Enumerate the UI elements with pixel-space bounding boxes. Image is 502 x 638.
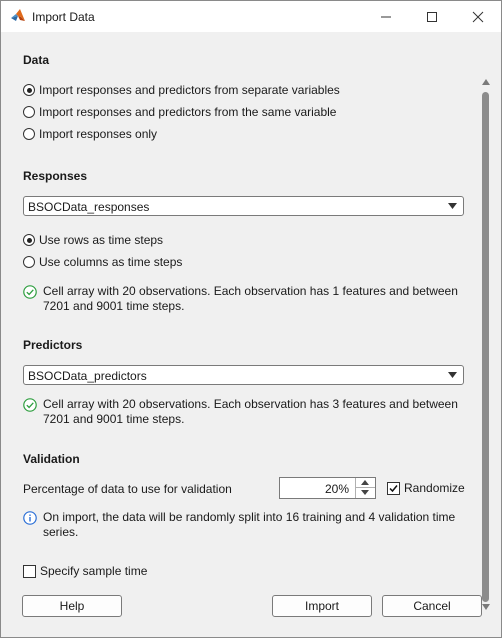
responses-dropdown-value: BSOCData_responses [28, 200, 150, 214]
radio-rows-time-steps[interactable] [23, 232, 163, 248]
title-bar [1, 1, 501, 32]
radio-label: Import responses only [39, 127, 158, 141]
checkbox[interactable] [23, 565, 36, 578]
chevron-up-icon [361, 480, 369, 485]
radio-label: Use rows as time steps [39, 233, 164, 247]
maximize-button[interactable] [409, 1, 455, 32]
window-title: Import Data [32, 10, 95, 24]
specify-sample-time-checkbox[interactable] [23, 564, 147, 578]
vertical-scrollbar[interactable] [479, 77, 493, 611]
matlab-icon [10, 8, 26, 24]
responses-dropdown[interactable] [23, 196, 464, 216]
close-button[interactable] [455, 1, 501, 32]
validation-info-text [43, 510, 455, 540]
predictors-dropdown-value: BSOCData_predictors [28, 369, 147, 383]
radio-button[interactable] [23, 128, 35, 140]
info-icon [23, 511, 37, 525]
radio-label: Import responses and predictors from separate variables [39, 83, 340, 97]
chevron-down-icon [361, 490, 369, 495]
minimize-icon [380, 11, 392, 23]
validation-heading: Validation [23, 452, 80, 466]
responses-heading: Responses [23, 169, 88, 183]
radio-button[interactable] [23, 256, 35, 268]
cancel-button[interactable]: Cancel [382, 595, 482, 617]
info-line: On import, the data will be randomly split into 16 training and 4 validation time [43, 510, 456, 524]
predictors-heading: Predictors [23, 338, 83, 352]
responses-status-text [43, 284, 458, 314]
data-heading: Data [23, 53, 50, 67]
radio-button[interactable] [23, 106, 35, 118]
status-line: 7201 and 9001 time steps. [43, 412, 185, 426]
check-circle-icon [23, 398, 37, 412]
close-icon [472, 11, 484, 23]
info-line: series. [43, 525, 79, 539]
spinner-buttons [355, 478, 375, 498]
status-line: Cell array with 20 observations. Each observation has 3 features and between [43, 397, 458, 411]
scroll-up-arrow-icon[interactable] [482, 79, 490, 85]
randomize-label: Randomize [404, 481, 465, 495]
responses-status [23, 284, 458, 314]
minimize-button[interactable] [363, 1, 409, 32]
predictors-status [23, 397, 458, 427]
radio-same-variable[interactable] [23, 104, 336, 120]
checkbox-checked[interactable] [387, 482, 400, 495]
help-button[interactable]: Help [22, 595, 122, 617]
percentage-value: 20% [324, 482, 349, 496]
checkmark-icon [389, 484, 398, 493]
predictors-dropdown[interactable] [23, 365, 464, 385]
scroll-down-arrow-icon[interactable] [482, 604, 490, 610]
radio-responses-only[interactable] [23, 126, 157, 142]
import-button[interactable]: Import [272, 595, 372, 617]
validation-info [23, 510, 455, 540]
status-line: Cell array with 20 observations. Each observation has 1 features and between [43, 284, 458, 298]
radio-button-selected[interactable] [23, 234, 35, 246]
increment-button[interactable] [356, 478, 375, 488]
decrement-button[interactable] [356, 488, 375, 498]
randomize-checkbox[interactable] [387, 481, 465, 495]
radio-columns-time-steps[interactable] [23, 254, 182, 270]
dialog-content [1, 32, 501, 637]
radio-label: Import responses and predictors from the same variable [39, 105, 337, 119]
scrollbar-thumb[interactable] [482, 92, 489, 602]
chevron-down-icon [448, 203, 457, 209]
radio-button-selected[interactable] [23, 84, 35, 96]
maximize-icon [426, 11, 438, 23]
status-line: 7201 and 9001 time steps. [43, 299, 185, 313]
radio-label: Use columns as time steps [39, 255, 183, 269]
chevron-down-icon [448, 372, 457, 378]
radio-separate-variables[interactable] [23, 82, 340, 98]
validation-percentage-spinner[interactable] [279, 477, 376, 499]
sample-time-label: Specify sample time [40, 564, 148, 578]
predictors-status-text [43, 397, 458, 427]
validation-percentage-label: Percentage of data to use for validation [23, 482, 232, 496]
check-circle-icon [23, 285, 37, 299]
